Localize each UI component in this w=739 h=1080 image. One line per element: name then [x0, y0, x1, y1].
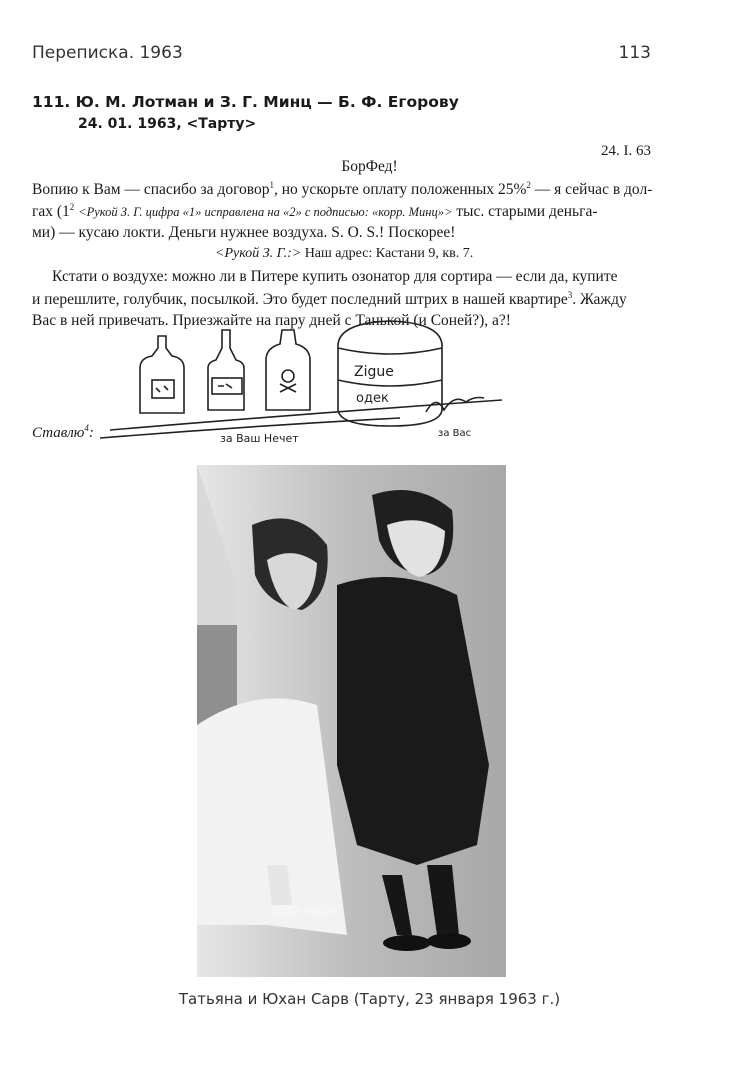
running-title: Переписка. 1963 — [32, 43, 183, 63]
svg-text:Zigue: Zigue — [354, 364, 394, 380]
photo — [197, 465, 506, 977]
letter-heading: 111. Ю. М. Лотман и З. Г. Минц — Б. Ф. Егорову — [32, 93, 459, 111]
bottle-3 — [266, 330, 310, 410]
text-line-3: ми) — кусаю локти. Деньги нужнее воздуха. S. O. S.! Поскорее! — [32, 224, 456, 241]
svg-text:за Ваш Нечет: за Ваш Нечет — [220, 432, 299, 445]
text-line-5: Кстати о воздухе: можно ли в Питере купить озонатор для сортира — если да, купите — [52, 268, 618, 285]
text-line-6: и перешлите, голубчик, посылкой. Это будет последний штрих в нашей квартире$^3$. Жажду — [32, 290, 627, 309]
text-line-7: Вас в ней привечать. Приезжайте на пару дней с Танькой (и Соней?), а?! — [32, 312, 511, 329]
photo-caption: Татьяна и Юхан Сарв (Тарту, 23 января 1963 г.) — [178, 990, 561, 1008]
text-line-4: <Рукой З. Г.:> Наш адрес: Кастани 9, кв. 7. — [215, 246, 474, 261]
text-line-2: гах ($1^2$ <Рукой З. Г. цифра «1» исправлена на «2» с подписью: «корр. Минц»> тыс. старыми деньга- — [32, 202, 598, 221]
footnote-ref-1: 1 — [269, 180, 275, 190]
svg-text:за Вас: за Вас — [438, 428, 472, 439]
svg-text:одек: одек — [356, 391, 389, 406]
editorial-note: <Рукой З. Г. цифра «1» исправлена на «2» с подписью: «корр. Минц»> — [78, 205, 453, 220]
text-line-1: Вопию к Вам — спасибо за договор$^1$, но ускорьте оплату положенных 25%$^2$ — я сейчас в дол- — [32, 180, 653, 199]
editorial-note-2: <Рукой З. Г.:> — [215, 246, 302, 261]
letter-date-place: 24. 01. 1963, <Тарту> — [78, 116, 257, 132]
salutation: БорФед! — [341, 158, 398, 175]
footnote-ref-2: 2 — [526, 180, 531, 190]
bottle-2 — [208, 330, 244, 410]
letter-right-date: 24. I. 63 — [601, 143, 651, 159]
footnote-ref-3: 3 — [567, 290, 573, 300]
stavlyu-label: Ставлю$^4$: — [32, 423, 94, 441]
page-number: 113 — [618, 43, 651, 63]
hand-drawn-sketch — [100, 318, 510, 446]
bottle-1 — [140, 336, 184, 413]
